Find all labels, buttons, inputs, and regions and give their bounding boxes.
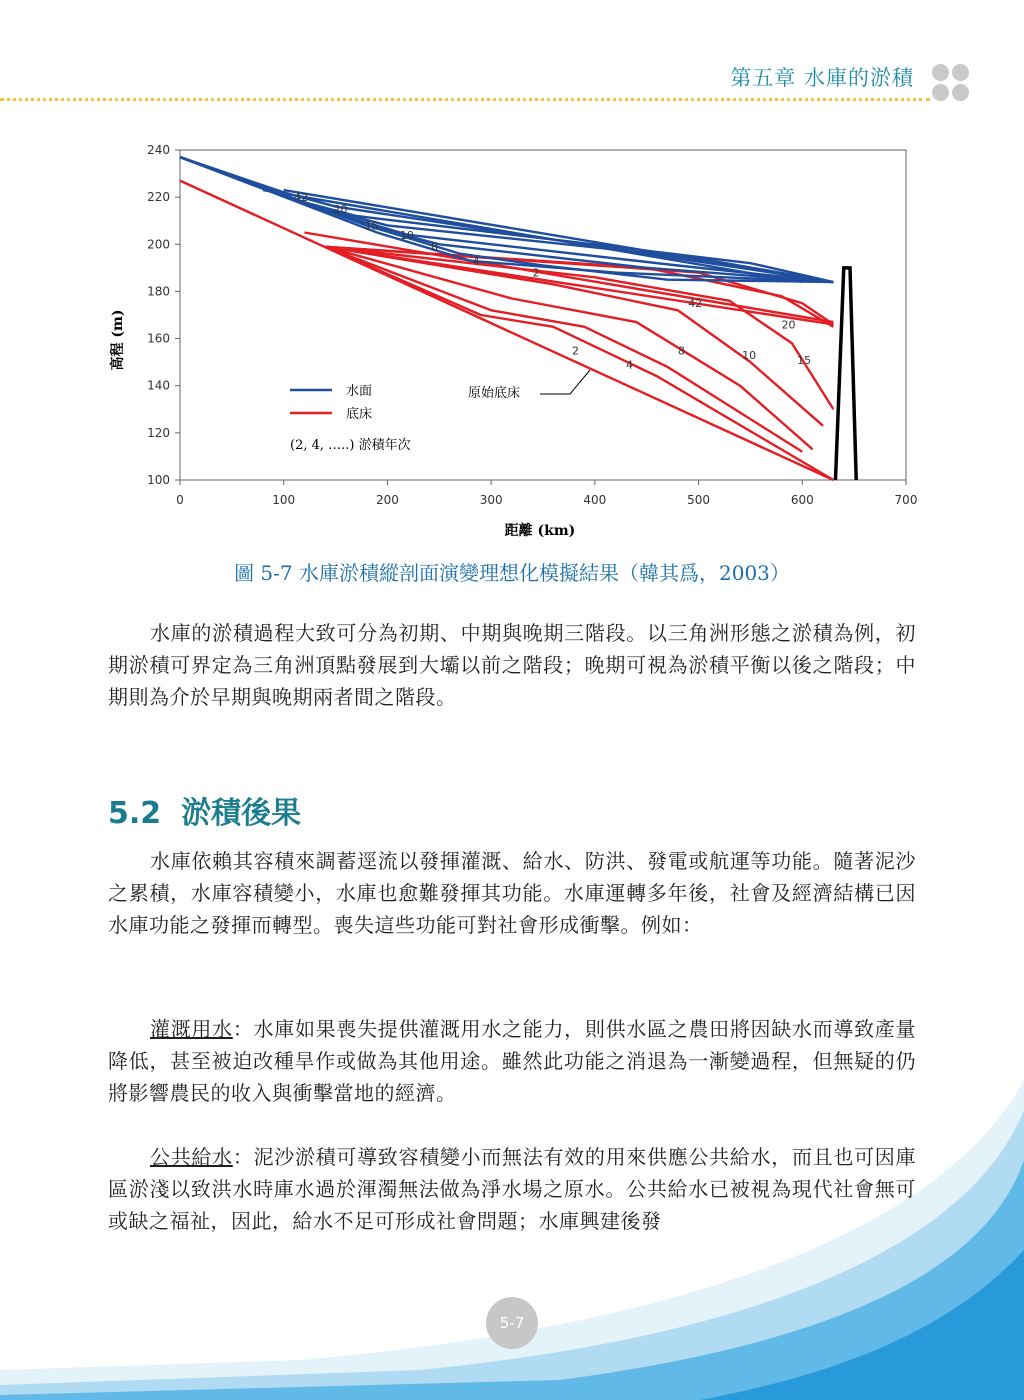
original-bed-annotation: 原始底床 [468, 386, 521, 401]
x-tick-label: 100 [272, 493, 296, 507]
x-tick-label: 500 [687, 493, 711, 507]
bed-line-原始底床 [180, 181, 833, 480]
water-curve-year-label: 10 [399, 228, 414, 242]
water-supply-term: 公共給水 [150, 1145, 233, 1169]
water-curve-year-label: 8 [430, 240, 438, 254]
water-curve-year-label: 15 [364, 219, 379, 233]
consequences-paragraph-text: 水庫依賴其容積來調蓄逕流以發揮灌溉、給水、防洪、發電或航運等功能。隨著泥沙之累積，水庫容積變小，水庫也愈難發揮其功能。水庫運轉多年後，社會及經濟結構已因水庫功能之發揮而轉型。喪失這些功能可對社會形成衝擊。例如： [108, 849, 916, 937]
original-bed-leader [540, 370, 590, 394]
x-tick-label: 200 [375, 493, 399, 507]
bed-curve-year-label: 2 [572, 344, 580, 358]
page-number: 5-7 [486, 1297, 538, 1349]
dam-outline [835, 268, 856, 480]
section-title: 淤積後果 [181, 796, 302, 831]
x-tick-label: 300 [479, 493, 503, 507]
section-heading [108, 788, 301, 832]
irrigation-paragraph [108, 1013, 916, 1109]
x-tick-label: 600 [790, 493, 814, 507]
chapter-title: 第五章 水庫的淤積 [730, 66, 914, 90]
y-axis-label: 高程 (m) [110, 309, 126, 371]
y-tick-label: 200 [147, 237, 170, 252]
intro-paragraph [108, 617, 916, 713]
y-tick-label: 100 [147, 473, 170, 487]
y-tick-label: 240 [147, 143, 170, 157]
water-supply-text: ：泥沙淤積可導致容積變小而無法有效的用來供應公共給水，而且也可因庫區淤淺以致洪水時庫水過於渾濁無法做為淨水場之原水。公共給水已被視為現代社會無可或缺之福祉，因此，給水不足可形成社會問題；水庫興建後發 [108, 1145, 917, 1233]
bed-curve-year-label: 4 [625, 358, 633, 372]
sedimentation-profile-chart [100, 140, 920, 550]
bed-curve-year-label: 20 [781, 318, 796, 332]
intro-paragraph-text: 水庫的淤積過程大致可分為初期、中期與晚期三階段。以三角洲形態之淤積為例，初期淤積可界定為三角洲頂點發展到大壩以前之階段；晚期可視為淤積平衡以後之階段；中期則為介於早期與晚期兩者間之階段。 [108, 621, 916, 709]
bed-curve-year-label: 8 [677, 344, 685, 358]
water-surface-line-4 [180, 157, 833, 282]
x-tick-label: 700 [894, 493, 918, 507]
x-tick-label: 400 [583, 493, 607, 507]
legend-bed-label: 底床 [346, 407, 373, 422]
x-tick-label: 0 [176, 493, 184, 507]
water-supply-paragraph [108, 1141, 916, 1237]
section-number: 5.2 [108, 796, 162, 831]
irrigation-term: 灌溉用水 [150, 1017, 233, 1041]
consequences-paragraph [108, 845, 916, 941]
figure-caption: 圖 5-7 水庫淤積縱剖面演變理想化模擬結果（韓其爲，2003） [234, 561, 790, 585]
y-tick-label: 220 [147, 190, 170, 205]
legend-note: (2, 4, …..) 淤積年次 [290, 438, 411, 453]
bed-curve-year-label: 42 [688, 297, 703, 311]
y-tick-label: 160 [147, 331, 170, 346]
y-tick-label: 140 [147, 378, 170, 393]
bed-line [325, 247, 833, 325]
y-tick-label: 180 [147, 284, 170, 299]
irrigation-text: ：水庫如果喪失提供灌溉用水之能力，則供水區之農田將因缺水而導致產量降低，甚至被迫改種旱作或做為其他用途。雖然此功能之消退為一漸變過程，但無疑的仍將影響農民的收入與衝擊當地的經濟。 [108, 1017, 917, 1105]
water-curve-year-label: 4 [472, 254, 480, 268]
y-tick-label: 120 [147, 425, 170, 440]
bed-curve-year-label: 10 [742, 349, 757, 363]
water-curve-year-label: 42 [294, 191, 309, 205]
bed-curve-year-label: 15 [797, 353, 812, 367]
water-curve-year-label: 2 [532, 266, 540, 280]
legend-water-label: 水面 [346, 384, 373, 399]
water-curve-year-label: 20 [333, 202, 348, 216]
x-axis-label: 距離 (km) [504, 523, 576, 539]
